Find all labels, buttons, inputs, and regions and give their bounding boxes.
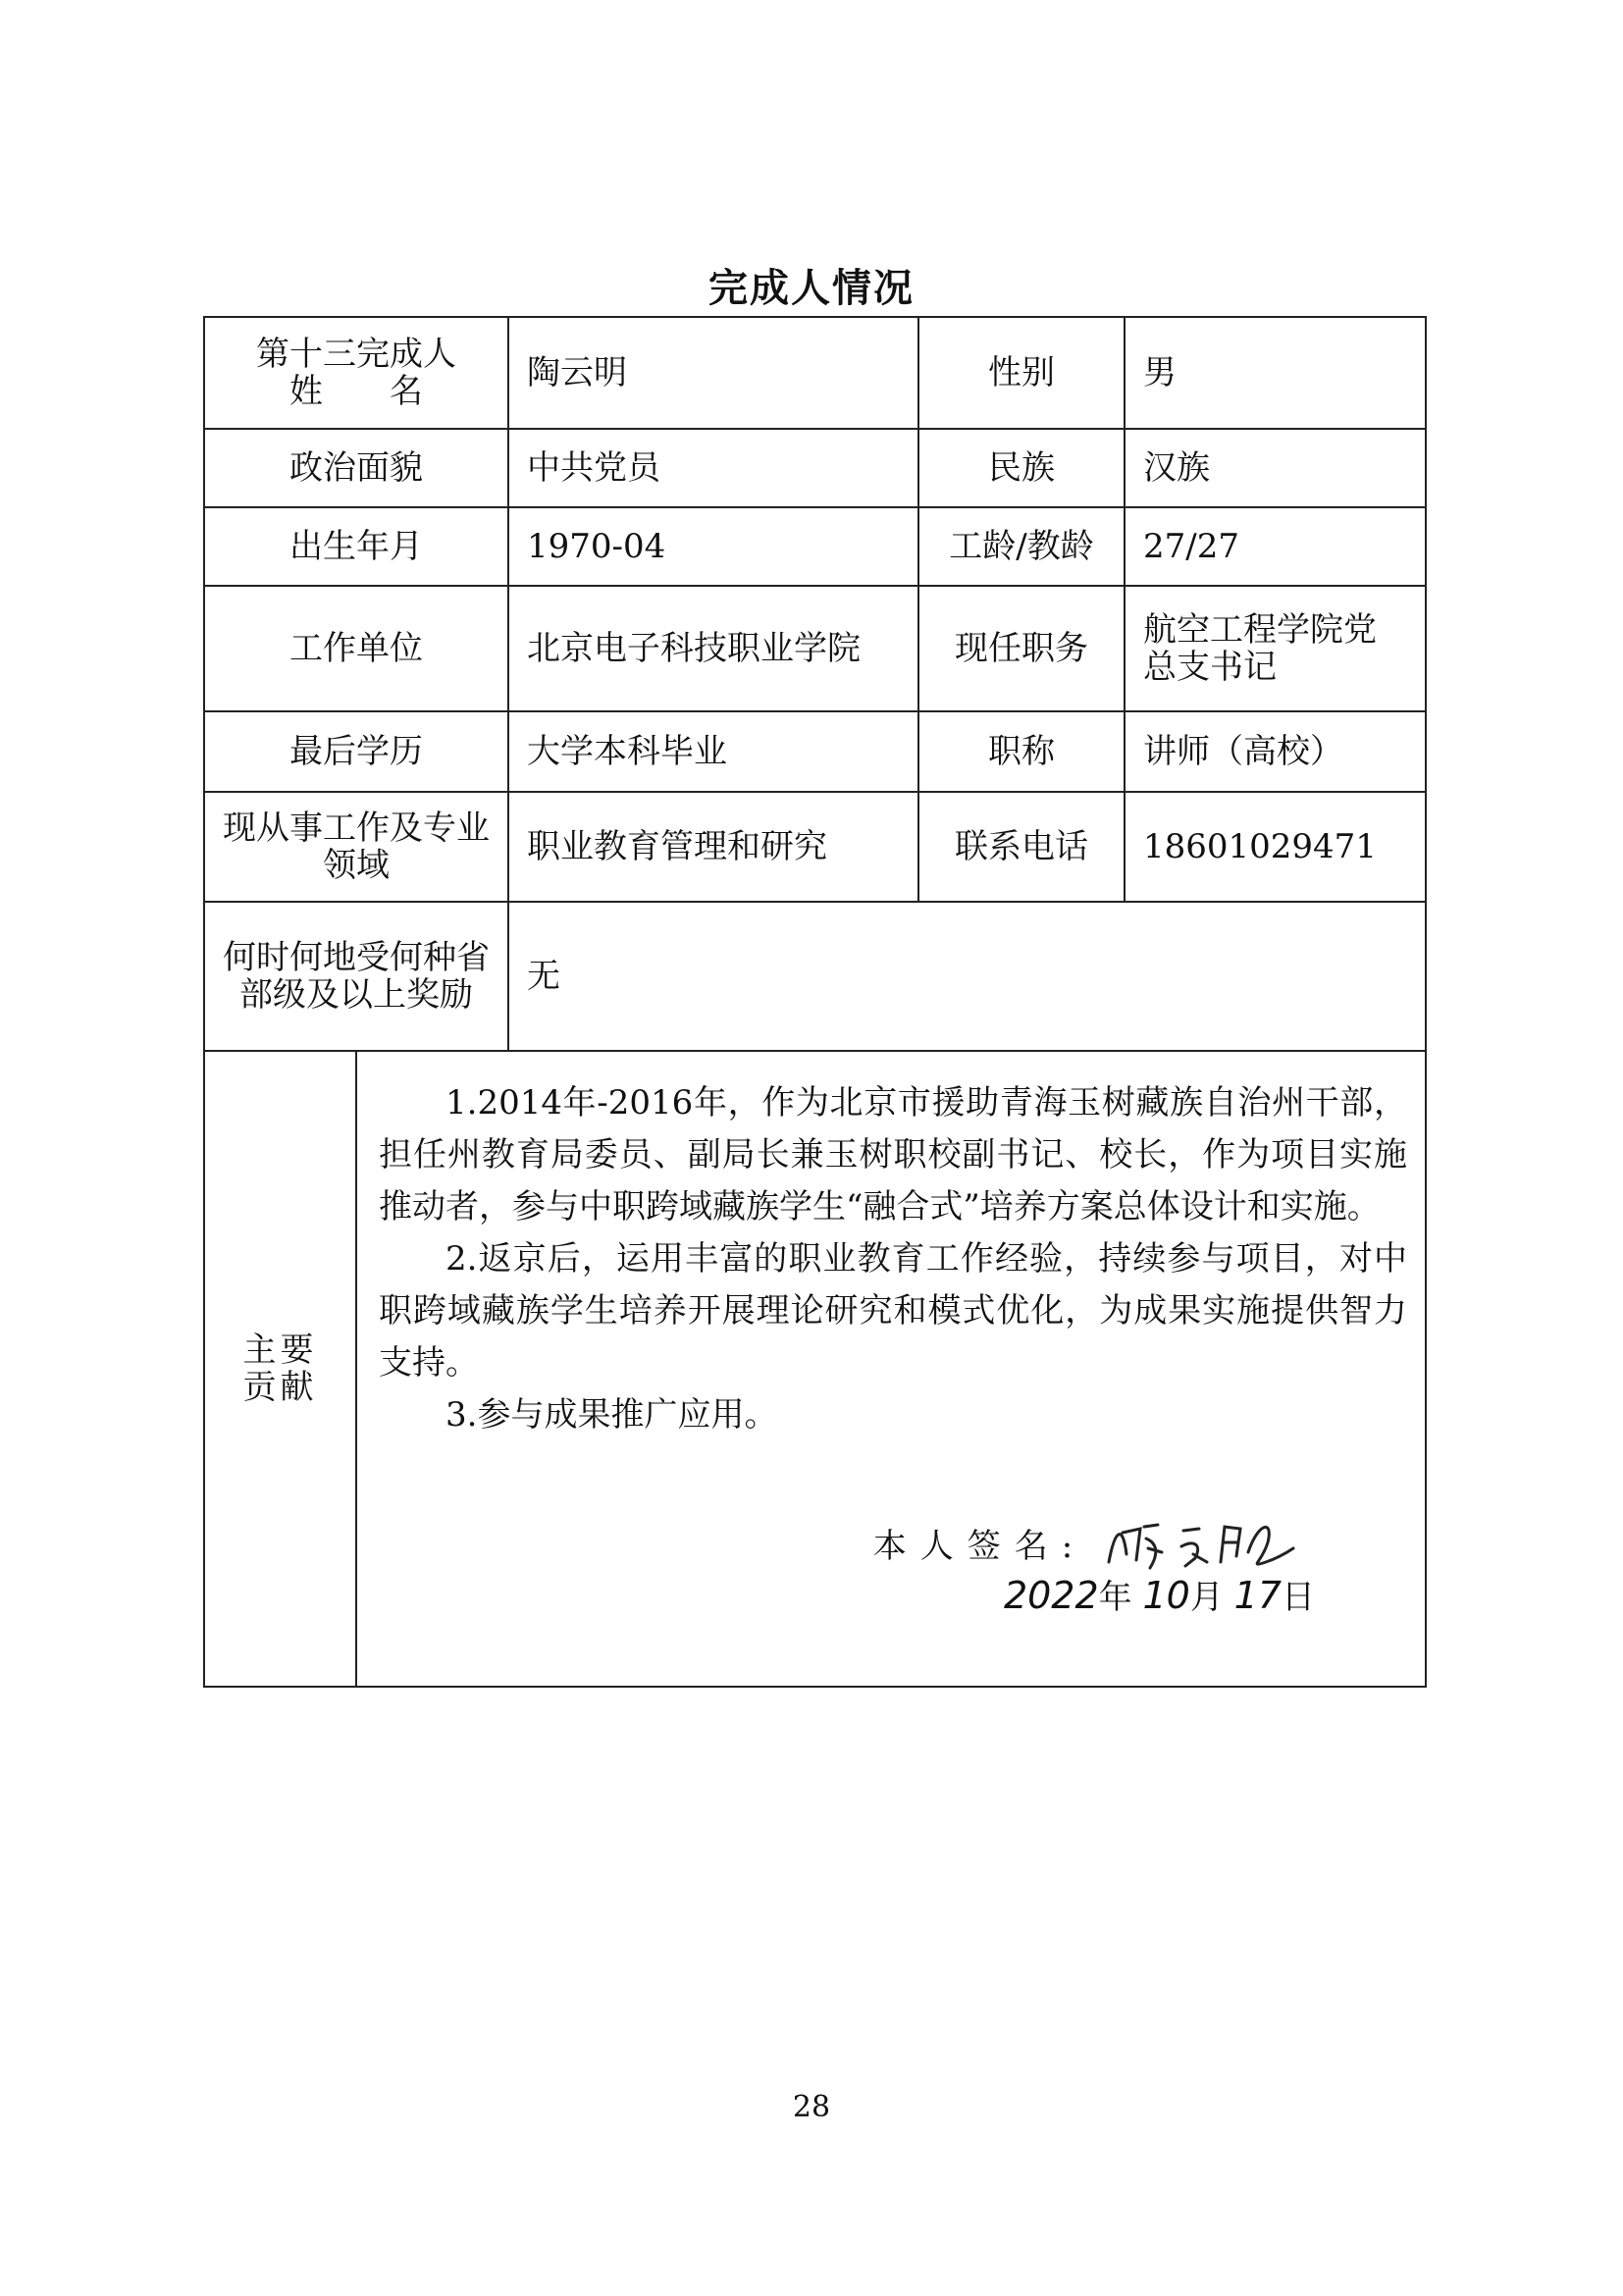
- birth-value: 1970-04: [508, 507, 918, 586]
- political-label: 政治面貌: [204, 429, 508, 507]
- ethnic-value: 汉族: [1125, 429, 1426, 507]
- name-value: 陶云明: [508, 317, 918, 429]
- info-table: [203, 316, 1427, 1688]
- employer-label: 工作单位: [204, 586, 508, 711]
- field-label: 现从事工作及专业领域: [204, 792, 508, 902]
- position-label: 现任职务: [918, 586, 1125, 711]
- field-value: 职业教育管理和研究: [508, 792, 918, 902]
- education-value: 大学本科毕业: [508, 711, 918, 792]
- contrib-paragraph-1: 1.2014年-2016年，作为北京市援助青海玉树藏族自治州干部，担任州教育局委员、副局长兼玉树职校副书记、校长，作为项目实施推动者，参与中职跨域藏族学生“融合式”培养方案总体设计和实施。: [379, 1083, 1407, 1226]
- awards-value: 无: [508, 902, 1426, 1051]
- contrib-paragraph-3: 3.参与成果推广应用。: [445, 1395, 778, 1435]
- date-year-unit: 年: [1098, 1578, 1132, 1617]
- employer-value: 北京电子科技职业学院: [508, 586, 918, 711]
- political-value: 中共党员: [508, 429, 918, 507]
- contrib-label-cell: [204, 1051, 356, 1687]
- date-year: 2022: [1003, 1574, 1099, 1617]
- page-number: 28: [792, 2090, 831, 2124]
- date-month: 10: [1142, 1574, 1190, 1617]
- date-day: 17: [1233, 1574, 1282, 1617]
- date-day-unit: 日: [1282, 1578, 1315, 1617]
- name-label-2: 姓 名: [289, 372, 423, 411]
- title-value: 讲师（高校）: [1125, 711, 1426, 792]
- contrib-text: [357, 1052, 1425, 1441]
- name-label-cell: [204, 317, 508, 429]
- awards-label: 何时何地受何种省部级及以上奖励: [204, 902, 508, 1051]
- contrib-label-2: 贡献: [242, 1368, 318, 1407]
- title-label: 职称: [918, 711, 1125, 792]
- date-month-unit: 月: [1189, 1578, 1224, 1617]
- signature-date: [1003, 1574, 1315, 1617]
- ethnic-label: 民族: [918, 429, 1125, 507]
- contrib-cell: [356, 1051, 1426, 1687]
- birth-label: 出生年月: [204, 507, 508, 586]
- page-title: 完成人情况: [708, 266, 915, 311]
- gender-value: 男: [1125, 317, 1426, 429]
- phone-value: 18601029471: [1125, 792, 1426, 902]
- service-value: 27/27: [1125, 507, 1426, 586]
- phone-label: 联系电话: [918, 792, 1125, 902]
- education-label: 最后学历: [204, 711, 508, 792]
- position-value: 航空工程学院党总支书记: [1125, 586, 1426, 711]
- name-label: 第十三完成人: [256, 335, 456, 374]
- gender-label: 性别: [918, 317, 1125, 429]
- signature-label: 本人签名:: [872, 1527, 1087, 1566]
- contrib-label-1: 主要: [242, 1331, 318, 1370]
- service-label: 工龄/教龄: [918, 507, 1125, 586]
- contrib-paragraph-2: 2.返京后，运用丰富的职业教育工作经验，持续参与项目，对中职跨域藏族学生培养开展理论研究和模式优化，为成果实施提供智力支持。: [379, 1239, 1407, 1383]
